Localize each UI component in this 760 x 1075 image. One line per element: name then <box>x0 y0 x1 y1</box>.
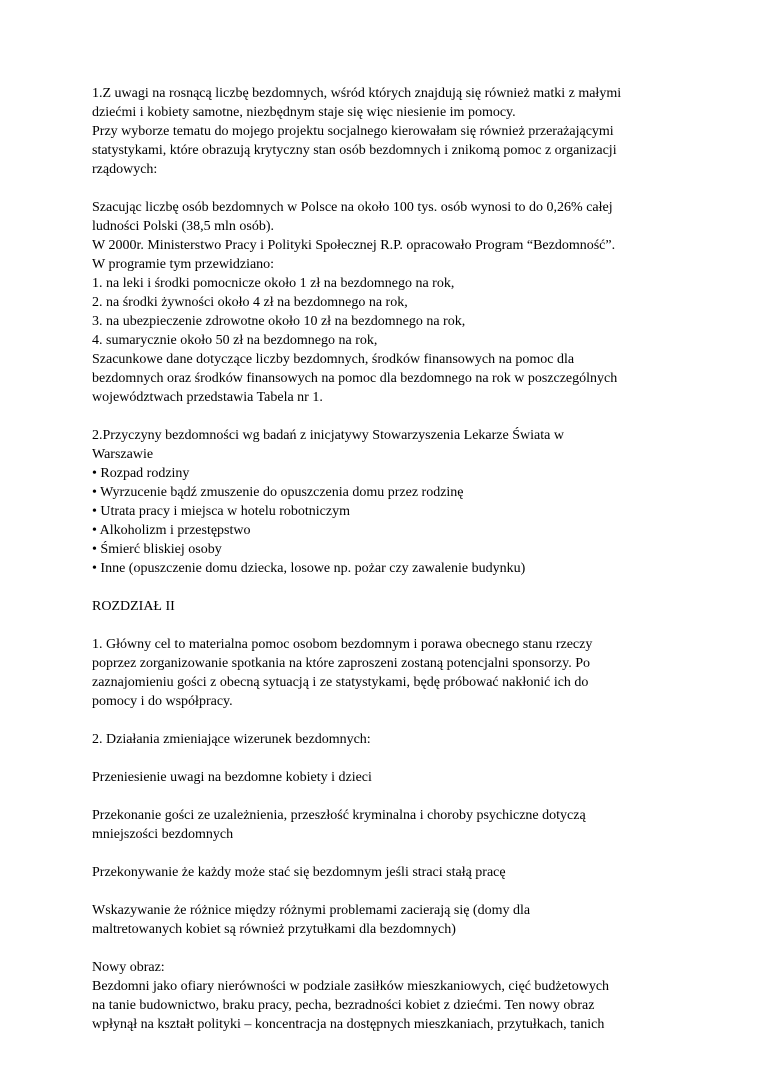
text-line: bezdomnych oraz środków finansowych na pomoc dla bezdomnego na rok w poszczególnych <box>92 371 618 386</box>
text-line: maltretowanych kobiet są również przytułkami dla bezdomnych) <box>92 922 456 937</box>
text-line: 1. na leki i środki pomocnicze około 1 zł na bezdomnego na rok, <box>92 276 455 291</box>
text-line: województwach przedstawia Tabela nr 1. <box>92 390 323 405</box>
text-line: mniejszości bezdomnych <box>92 827 234 842</box>
text-line: poprzez zorganizowanie spotkania na które zaproszeni zostaną potencjalni sponsorzy. Po <box>92 656 590 671</box>
document-body <box>92 84 680 1034</box>
paragraph <box>92 426 680 578</box>
text-line: 2.Przyczyny bezdomności wg badań z inicjatywy Stowarzyszenia Lekarze Świata w <box>92 428 564 443</box>
text-line: Szacunkowe dane dotyczące liczby bezdomnych, środków finansowych na pomoc dla <box>92 352 575 367</box>
text-line: Szacując liczbę osób bezdomnych w Polsce na około 100 tys. osób wynosi to do 0,26% całej <box>92 200 613 215</box>
text-line: • Alkoholizm i przestępstwo <box>92 523 251 538</box>
text-line: • Wyrzucenie bądź zmuszenie do opuszczenia domu przez rodzinę <box>92 485 464 500</box>
text-line: Bezdomni jako ofiary nierówności w podziale zasiłków mieszkaniowych, cięć budżetowych <box>92 979 610 994</box>
text-line: 1.Z uwagi na rosnącą liczbę bezdomnych, wśród których znajdują się również matki z małymi <box>92 86 622 101</box>
text-line: Nowy obraz: <box>92 960 165 975</box>
text-line: 2. Działania zmieniające wizerunek bezdomnych: <box>92 732 371 747</box>
paragraph <box>92 635 680 711</box>
text-line: statystykami, które obrazują krytyczny stan osób bezdomnych i znikomą pomoc z organizacji <box>92 143 617 158</box>
paragraph <box>92 768 680 787</box>
text-line: W programie tym przewidziano: <box>92 257 275 272</box>
text-line: Wskazywanie że różnice między różnymi problemami zacierają się (domy dla <box>92 903 531 918</box>
paragraph <box>92 84 680 179</box>
paragraph <box>92 597 680 616</box>
paragraph <box>92 958 680 1034</box>
text-line: Przekonanie gości ze uzależnienia, przeszłość kryminalna i choroby psychiczne dotyczą <box>92 808 586 823</box>
text-line: dziećmi i kobiety samotne, niezbędnym staje się więc niesienie im pomocy. <box>92 105 516 120</box>
paragraph <box>92 863 680 882</box>
text-line: • Inne (opuszczenie domu dziecka, losowe np. pożar czy zawalenie budynku) <box>92 561 526 576</box>
text-line: 2. na środki żywności około 4 zł na bezdomnego na rok, <box>92 295 408 310</box>
text-line: 3. na ubezpieczenie zdrowotne około 10 zł na bezdomnego na rok, <box>92 314 466 329</box>
text-line: • Rozpad rodziny <box>92 466 190 481</box>
paragraph <box>92 730 680 749</box>
text-line: 4. sumarycznie około 50 zł na bezdomnego na rok, <box>92 333 378 348</box>
text-line: W 2000r. Ministerstwo Pracy i Polityki Społecznej R.P. opracowało Program “Bezdomność”. <box>92 238 616 253</box>
text-line: ROZDZIAŁ II <box>92 599 175 614</box>
text-line: • Śmierć bliskiej osoby <box>92 542 222 557</box>
text-line: zaznajomieniu gości z obecną sytuacją i ze statystykami, będę próbować nakłonić ich do <box>92 675 589 690</box>
text-line: pomocy i do współpracy. <box>92 694 233 709</box>
text-line: Przy wyborze tematu do mojego projektu socjalnego kierowałam się również przerażającymi <box>92 124 614 139</box>
text-line: rządowych: <box>92 162 158 177</box>
text-line: • Utrata pracy i miejsca w hotelu robotniczym <box>92 504 350 519</box>
paragraph <box>92 901 680 939</box>
text-line: ludności Polski (38,5 mln osób). <box>92 219 275 234</box>
text-line: wpłynął na kształt polityki – koncentracja na dostępnych mieszkaniach, przytułkach, tanich <box>92 1017 605 1032</box>
text-line: 1. Główny cel to materialna pomoc osobom bezdomnym i porawa obecnego stanu rzeczy <box>92 637 593 652</box>
paragraph <box>92 806 680 844</box>
text-line: Warszawie <box>92 447 154 462</box>
text-line: Przekonywanie że każdy może stać się bezdomnym jeśli straci stałą pracę <box>92 865 506 880</box>
text-line: na tanie budownictwo, braku pracy, pecha, bezradności kobiet z dziećmi. Ten nowy obraz <box>92 998 595 1013</box>
paragraph <box>92 198 680 407</box>
text-line: Przeniesienie uwagi na bezdomne kobiety i dzieci <box>92 770 372 785</box>
